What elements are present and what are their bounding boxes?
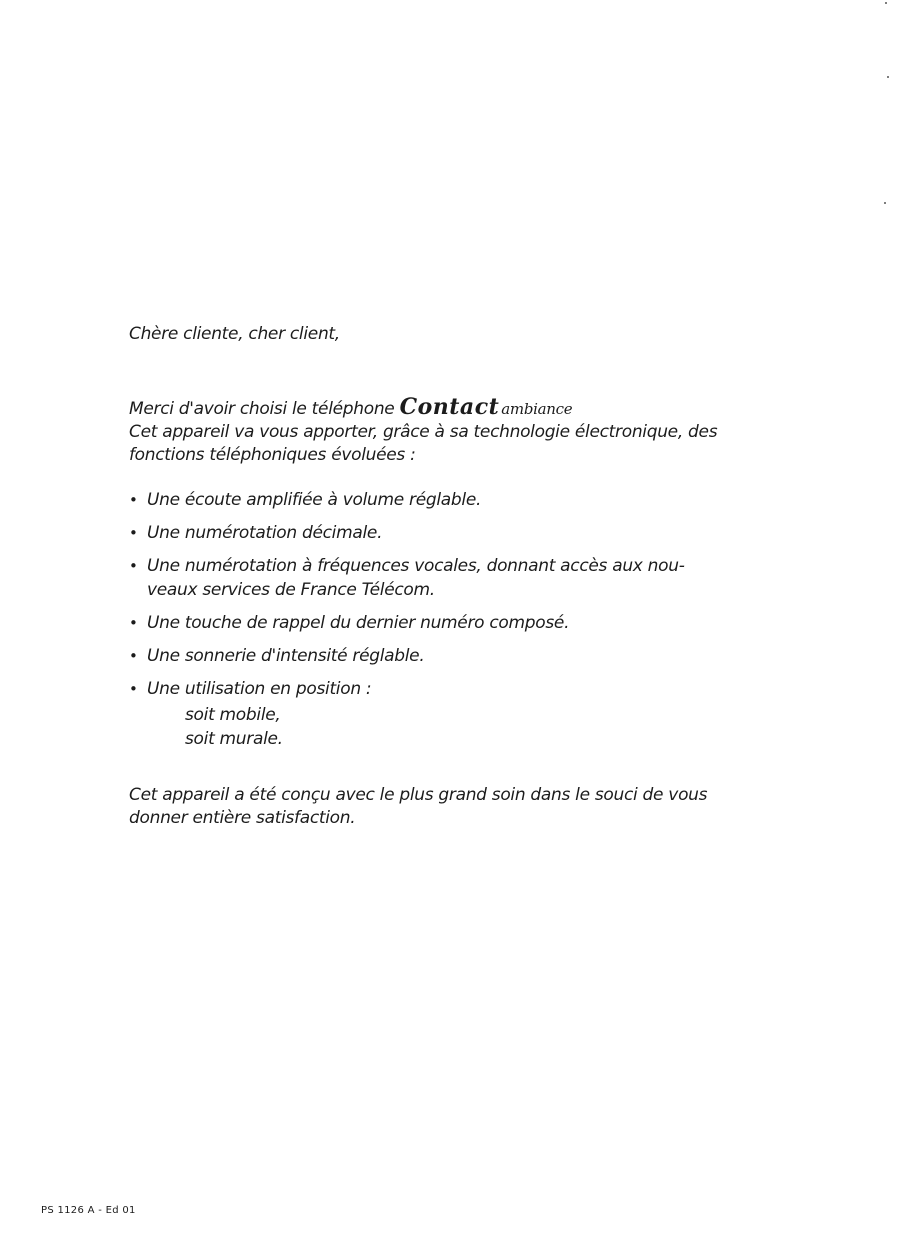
scan-speck: [884, 202, 886, 204]
feature-item: [129, 677, 779, 751]
feature-list: [129, 488, 779, 760]
feature-item: [129, 554, 779, 602]
position-options: [147, 703, 779, 751]
feature-text: Une sonnerie d'intensité réglable.: [147, 646, 425, 666]
feature-item: [129, 644, 779, 668]
document-reference: PS 1126 A - Ed 01: [41, 1205, 136, 1216]
feature-item: [129, 611, 779, 635]
feature-text: Une numérotation à fréquences vocales, donnant accès aux nou-: [147, 556, 685, 576]
bullet-icon: •: [129, 557, 138, 575]
bullet-icon: •: [129, 614, 138, 632]
closing-line-1: Cet appareil a été conçu avec le plus grand soin dans le souci de vous: [129, 785, 708, 805]
feature-item: [129, 521, 779, 545]
feature-text: Une écoute amplifiée à volume réglable.: [147, 490, 482, 510]
letter-intro: [129, 396, 789, 467]
intro-line-1: [129, 396, 789, 421]
feature-item: [129, 488, 779, 512]
bullet-icon: •: [129, 491, 138, 509]
bullet-icon: •: [129, 647, 138, 665]
brand-logo: Contact: [399, 394, 500, 420]
letter-greeting: Chère cliente, cher client,: [129, 324, 340, 344]
bullet-icon: •: [129, 680, 138, 698]
feature-text: Une numérotation décimale.: [147, 523, 383, 543]
brand-logo-subtitle: ambiance: [501, 400, 573, 418]
bullet-icon: •: [129, 524, 138, 542]
intro-line-3: fonctions téléphoniques évoluées :: [129, 445, 416, 465]
scan-speck: [885, 2, 887, 4]
closing-line-2: donner entière satisfaction.: [129, 808, 356, 828]
position-option: soit murale.: [185, 729, 283, 749]
feature-text: Une utilisation en position :: [147, 679, 372, 699]
intro-prefix: Merci d'avoir choisi le téléphone: [129, 399, 395, 419]
position-option: soit mobile,: [185, 705, 281, 725]
feature-text: Une touche de rappel du dernier numéro composé.: [147, 613, 570, 633]
intro-line-2: Cet appareil va vous apporter, grâce à sa technologie électronique, des: [129, 422, 718, 442]
scan-speck: [887, 76, 889, 78]
letter-closing: [129, 784, 769, 830]
feature-text-continuation: veaux services de France Télécom.: [147, 580, 435, 600]
